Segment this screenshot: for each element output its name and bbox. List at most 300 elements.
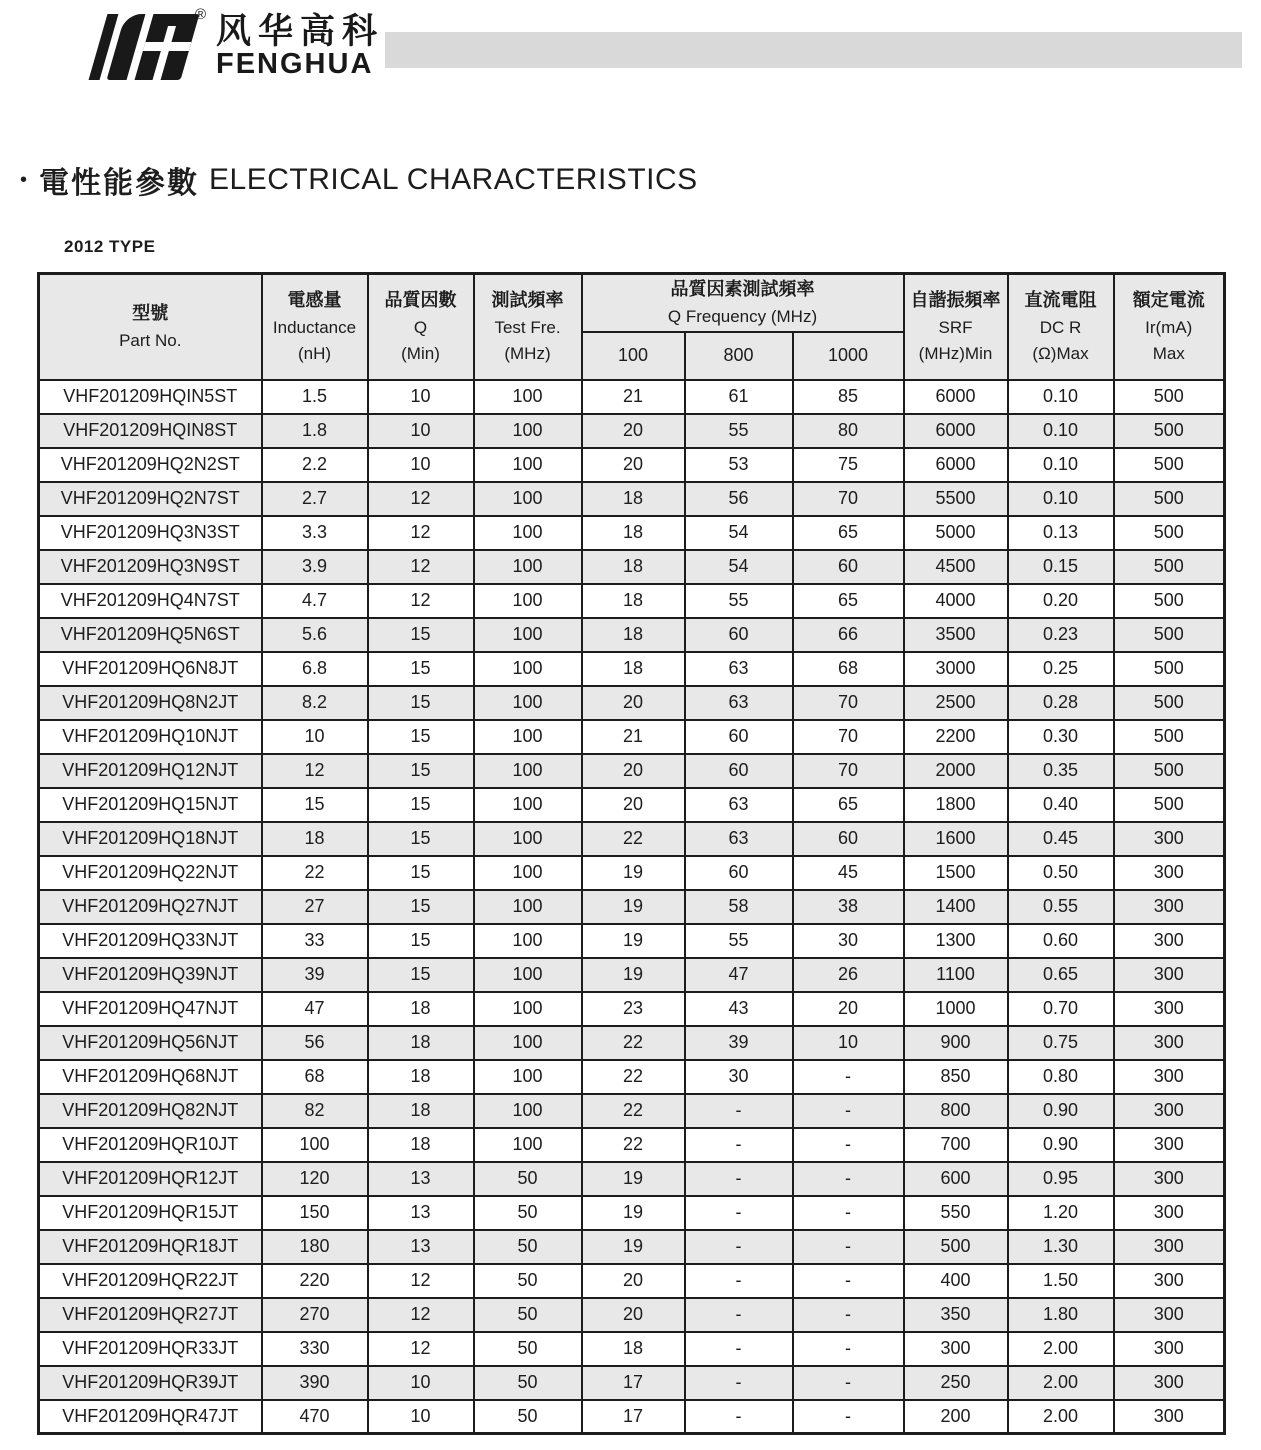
value-cell: 22: [582, 1128, 685, 1162]
value-cell: 20: [582, 1264, 685, 1298]
value-cell: 1.30: [1008, 1230, 1114, 1264]
value-cell: -: [793, 1060, 904, 1094]
value-cell: 100: [474, 686, 582, 720]
value-cell: 65: [793, 788, 904, 822]
value-cell: 1500: [904, 856, 1008, 890]
value-cell: -: [685, 1400, 793, 1434]
value-cell: 38: [793, 890, 904, 924]
value-cell: 18: [582, 618, 685, 652]
table-row: [39, 924, 1225, 958]
table-row: [39, 618, 1225, 652]
value-cell: 6000: [904, 380, 1008, 414]
value-cell: 300: [1114, 1128, 1225, 1162]
value-cell: -: [793, 1400, 904, 1434]
value-cell: 1.5: [262, 380, 368, 414]
value-cell: 70: [793, 720, 904, 754]
value-cell: 82: [262, 1094, 368, 1128]
table-row: [39, 1196, 1225, 1230]
value-cell: 60: [685, 754, 793, 788]
value-cell: 1.20: [1008, 1196, 1114, 1230]
value-cell: 10: [793, 1026, 904, 1060]
value-cell: 8.2: [262, 686, 368, 720]
value-cell: 1300: [904, 924, 1008, 958]
value-cell: 0.75: [1008, 1026, 1114, 1060]
value-cell: 500: [1114, 380, 1225, 414]
value-cell: 0.30: [1008, 720, 1114, 754]
value-cell: 4500: [904, 550, 1008, 584]
table-row: [39, 584, 1225, 618]
value-cell: 55: [685, 924, 793, 958]
value-cell: 300: [1114, 1196, 1225, 1230]
value-cell: 100: [474, 380, 582, 414]
table-row: [39, 448, 1225, 482]
col-header-dcr: 直流電阻 DC R (Ω)Max: [1008, 274, 1114, 380]
value-cell: 66: [793, 618, 904, 652]
value-cell: 70: [793, 754, 904, 788]
value-cell: 0.55: [1008, 890, 1114, 924]
value-cell: 19: [582, 856, 685, 890]
value-cell: 500: [904, 1230, 1008, 1264]
value-cell: 55: [685, 414, 793, 448]
table-row: [39, 482, 1225, 516]
value-cell: -: [685, 1128, 793, 1162]
value-cell: 20: [793, 992, 904, 1026]
table-row: [39, 856, 1225, 890]
value-cell: 0.60: [1008, 924, 1114, 958]
value-cell: 55: [685, 584, 793, 618]
table-row: [39, 1026, 1225, 1060]
value-cell: 15: [368, 924, 474, 958]
table-row: [39, 720, 1225, 754]
value-cell: 50: [474, 1230, 582, 1264]
value-cell: 47: [685, 958, 793, 992]
value-cell: 60: [793, 822, 904, 856]
value-cell: 2.00: [1008, 1366, 1114, 1400]
value-cell: 15: [368, 890, 474, 924]
section-title: [20, 158, 698, 202]
value-cell: 22: [582, 1026, 685, 1060]
value-cell: 500: [1114, 516, 1225, 550]
value-cell: 0.40: [1008, 788, 1114, 822]
value-cell: 0.23: [1008, 618, 1114, 652]
value-cell: -: [685, 1264, 793, 1298]
value-cell: 47: [262, 992, 368, 1026]
col-header-q-frequency: 品質因素測試頻率 Q Frequency (MHz): [582, 274, 904, 332]
value-cell: 5500: [904, 482, 1008, 516]
table-body: [39, 380, 1225, 1434]
value-cell: 19: [582, 890, 685, 924]
table-row: [39, 754, 1225, 788]
value-cell: 15: [368, 652, 474, 686]
value-cell: 390: [262, 1366, 368, 1400]
value-cell: 6000: [904, 448, 1008, 482]
table-row: [39, 1230, 1225, 1264]
value-cell: 100: [474, 890, 582, 924]
value-cell: 21: [582, 720, 685, 754]
part-no-cell: VHF201209HQ56NJT: [39, 1026, 262, 1060]
value-cell: 2500: [904, 686, 1008, 720]
value-cell: 300: [1114, 1264, 1225, 1298]
value-cell: 18: [368, 1060, 474, 1094]
value-cell: 68: [262, 1060, 368, 1094]
table-row: [39, 1264, 1225, 1298]
value-cell: 18: [368, 1094, 474, 1128]
col-header-test-freq: 測試頻率 Test Fre. (MHz): [474, 274, 582, 380]
table-row: [39, 1332, 1225, 1366]
value-cell: 21: [582, 380, 685, 414]
value-cell: 15: [262, 788, 368, 822]
value-cell: 15: [368, 618, 474, 652]
value-cell: 0.28: [1008, 686, 1114, 720]
value-cell: 6000: [904, 414, 1008, 448]
value-cell: 100: [474, 958, 582, 992]
value-cell: 100: [474, 822, 582, 856]
part-no-cell: VHF201209HQ68NJT: [39, 1060, 262, 1094]
part-no-cell: VHF201209HQ2N7ST: [39, 482, 262, 516]
value-cell: 0.25: [1008, 652, 1114, 686]
value-cell: 12: [368, 1298, 474, 1332]
value-cell: 75: [793, 448, 904, 482]
value-cell: -: [793, 1264, 904, 1298]
value-cell: 500: [1114, 550, 1225, 584]
part-no-cell: VHF201209HQ39NJT: [39, 958, 262, 992]
value-cell: 30: [793, 924, 904, 958]
value-cell: 33: [262, 924, 368, 958]
col-header-rated-current: 額定電流 Ir(mA) Max: [1114, 274, 1225, 380]
value-cell: 100: [474, 924, 582, 958]
value-cell: 100: [474, 618, 582, 652]
brand-text: [216, 12, 384, 82]
value-cell: 63: [685, 822, 793, 856]
value-cell: 270: [262, 1298, 368, 1332]
value-cell: 800: [904, 1094, 1008, 1128]
value-cell: 500: [1114, 788, 1225, 822]
value-cell: 13: [368, 1162, 474, 1196]
value-cell: 39: [685, 1026, 793, 1060]
value-cell: 1.80: [1008, 1298, 1114, 1332]
value-cell: 500: [1114, 686, 1225, 720]
value-cell: 0.10: [1008, 448, 1114, 482]
value-cell: 65: [793, 584, 904, 618]
value-cell: 63: [685, 686, 793, 720]
value-cell: 500: [1114, 448, 1225, 482]
value-cell: 100: [474, 448, 582, 482]
value-cell: -: [685, 1332, 793, 1366]
value-cell: 26: [793, 958, 904, 992]
value-cell: 2200: [904, 720, 1008, 754]
value-cell: 10: [368, 448, 474, 482]
value-cell: 0.90: [1008, 1128, 1114, 1162]
value-cell: 300: [1114, 856, 1225, 890]
value-cell: 85: [793, 380, 904, 414]
table-row: [39, 788, 1225, 822]
value-cell: 12: [368, 1332, 474, 1366]
value-cell: 10: [368, 380, 474, 414]
value-cell: 27: [262, 890, 368, 924]
value-cell: 100: [474, 584, 582, 618]
value-cell: 50: [474, 1298, 582, 1332]
value-cell: 0.80: [1008, 1060, 1114, 1094]
value-cell: 300: [1114, 1332, 1225, 1366]
part-no-cell: VHF201209HQ33NJT: [39, 924, 262, 958]
brand-logo: [84, 6, 385, 82]
table-row: [39, 686, 1225, 720]
value-cell: 0.45: [1008, 822, 1114, 856]
part-no-cell: VHF201209HQ8N2JT: [39, 686, 262, 720]
value-cell: 0.10: [1008, 380, 1114, 414]
value-cell: 3000: [904, 652, 1008, 686]
value-cell: 300: [1114, 1230, 1225, 1264]
value-cell: 18: [582, 516, 685, 550]
value-cell: 19: [582, 1196, 685, 1230]
value-cell: 300: [1114, 958, 1225, 992]
value-cell: 1.50: [1008, 1264, 1114, 1298]
value-cell: 100: [474, 1060, 582, 1094]
value-cell: 61: [685, 380, 793, 414]
value-cell: 250: [904, 1366, 1008, 1400]
value-cell: 17: [582, 1366, 685, 1400]
part-no-cell: VHF201209HQR18JT: [39, 1230, 262, 1264]
part-no-cell: VHF201209HQR22JT: [39, 1264, 262, 1298]
value-cell: 68: [793, 652, 904, 686]
table-row: [39, 958, 1225, 992]
table-row: [39, 1162, 1225, 1196]
registered-trademark-icon: ®: [194, 6, 206, 23]
value-cell: 0.20: [1008, 584, 1114, 618]
part-no-cell: VHF201209HQ5N6ST: [39, 618, 262, 652]
value-cell: 100: [262, 1128, 368, 1162]
value-cell: 0.65: [1008, 958, 1114, 992]
value-cell: -: [793, 1128, 904, 1162]
table-row: [39, 1060, 1225, 1094]
part-no-cell: VHF201209HQ82NJT: [39, 1094, 262, 1128]
col-header-part-no: 型號 Part No.: [39, 274, 262, 380]
value-cell: 120: [262, 1162, 368, 1196]
part-no-cell: VHF201209HQ18NJT: [39, 822, 262, 856]
value-cell: 100: [474, 720, 582, 754]
value-cell: 100: [474, 788, 582, 822]
value-cell: 30: [685, 1060, 793, 1094]
value-cell: 2.00: [1008, 1332, 1114, 1366]
value-cell: 15: [368, 822, 474, 856]
value-cell: 470: [262, 1400, 368, 1434]
part-no-cell: VHF201209HQR10JT: [39, 1128, 262, 1162]
value-cell: 22: [582, 822, 685, 856]
value-cell: -: [685, 1366, 793, 1400]
value-cell: 220: [262, 1264, 368, 1298]
value-cell: 3500: [904, 618, 1008, 652]
value-cell: 100: [474, 550, 582, 584]
value-cell: 300: [1114, 1094, 1225, 1128]
value-cell: 3.9: [262, 550, 368, 584]
table-row: [39, 1400, 1225, 1434]
part-no-cell: VHF201209HQR47JT: [39, 1400, 262, 1434]
value-cell: 12: [368, 584, 474, 618]
value-cell: -: [685, 1094, 793, 1128]
bullet-icon: •: [20, 169, 28, 191]
value-cell: 2000: [904, 754, 1008, 788]
value-cell: 500: [1114, 754, 1225, 788]
value-cell: 500: [1114, 720, 1225, 754]
value-cell: 600: [904, 1162, 1008, 1196]
value-cell: 0.15: [1008, 550, 1114, 584]
value-cell: 6.8: [262, 652, 368, 686]
value-cell: 23: [582, 992, 685, 1026]
part-no-cell: VHF201209HQ12NJT: [39, 754, 262, 788]
value-cell: 12: [262, 754, 368, 788]
logo-body: [107, 14, 200, 80]
value-cell: 500: [1114, 618, 1225, 652]
value-cell: 400: [904, 1264, 1008, 1298]
value-cell: 50: [474, 1332, 582, 1366]
part-no-cell: VHF201209HQ4N7ST: [39, 584, 262, 618]
value-cell: 63: [685, 652, 793, 686]
value-cell: 60: [793, 550, 904, 584]
value-cell: 70: [793, 686, 904, 720]
col-header-srf: 自諧振頻率 SRF (MHz)Min: [904, 274, 1008, 380]
value-cell: 4000: [904, 584, 1008, 618]
value-cell: 54: [685, 550, 793, 584]
value-cell: 100: [474, 516, 582, 550]
value-cell: 18: [368, 992, 474, 1026]
value-cell: 19: [582, 1230, 685, 1264]
value-cell: 18: [582, 482, 685, 516]
value-cell: 0.10: [1008, 482, 1114, 516]
value-cell: 0.90: [1008, 1094, 1114, 1128]
brand-name-en: FENGHUA: [216, 48, 374, 80]
value-cell: 12: [368, 1264, 474, 1298]
value-cell: 500: [1114, 584, 1225, 618]
value-cell: 13: [368, 1230, 474, 1264]
value-cell: 330: [262, 1332, 368, 1366]
value-cell: -: [793, 1094, 904, 1128]
value-cell: 10: [368, 1366, 474, 1400]
value-cell: 100: [474, 652, 582, 686]
value-cell: 700: [904, 1128, 1008, 1162]
value-cell: 150: [262, 1196, 368, 1230]
value-cell: 1100: [904, 958, 1008, 992]
part-no-cell: VHF201209HQ10NJT: [39, 720, 262, 754]
value-cell: 50: [474, 1366, 582, 1400]
table-row: [39, 1128, 1225, 1162]
value-cell: 2.2: [262, 448, 368, 482]
table-row: [39, 380, 1225, 414]
part-no-cell: VHF201209HQR12JT: [39, 1162, 262, 1196]
table-row: [39, 890, 1225, 924]
part-no-cell: VHF201209HQR33JT: [39, 1332, 262, 1366]
value-cell: 54: [685, 516, 793, 550]
table-header: [39, 274, 1225, 380]
value-cell: 53: [685, 448, 793, 482]
value-cell: 58: [685, 890, 793, 924]
value-cell: 300: [1114, 1162, 1225, 1196]
table-row: [39, 1094, 1225, 1128]
value-cell: 300: [1114, 1298, 1225, 1332]
value-cell: -: [793, 1230, 904, 1264]
part-no-cell: VHF201209HQ3N9ST: [39, 550, 262, 584]
value-cell: 500: [1114, 414, 1225, 448]
part-no-cell: VHF201209HQ6N8JT: [39, 652, 262, 686]
brand-name-cn: 风华高科: [216, 12, 385, 51]
part-no-cell: VHF201209HQ2N2ST: [39, 448, 262, 482]
value-cell: 900: [904, 1026, 1008, 1060]
value-cell: 18: [262, 822, 368, 856]
value-cell: 15: [368, 856, 474, 890]
value-cell: 0.70: [1008, 992, 1114, 1026]
value-cell: 300: [1114, 924, 1225, 958]
value-cell: 2.7: [262, 482, 368, 516]
value-cell: 18: [582, 550, 685, 584]
value-cell: 18: [368, 1026, 474, 1060]
value-cell: 50: [474, 1196, 582, 1230]
value-cell: 22: [262, 856, 368, 890]
table-row: [39, 1298, 1225, 1332]
value-cell: 50: [474, 1264, 582, 1298]
subcol-header-800: 800: [685, 332, 793, 380]
value-cell: 45: [793, 856, 904, 890]
value-cell: 100: [474, 992, 582, 1026]
value-cell: 20: [582, 448, 685, 482]
value-cell: 15: [368, 788, 474, 822]
table-row: [39, 414, 1225, 448]
section-title-en: ELECTRICAL CHARACTERISTICS: [209, 163, 698, 196]
value-cell: 1000: [904, 992, 1008, 1026]
value-cell: 500: [1114, 652, 1225, 686]
value-cell: -: [685, 1298, 793, 1332]
value-cell: 50: [474, 1400, 582, 1434]
value-cell: -: [685, 1230, 793, 1264]
value-cell: 15: [368, 686, 474, 720]
value-cell: 300: [1114, 822, 1225, 856]
col-header-q-min: 品質因數 Q (Min): [368, 274, 474, 380]
value-cell: 19: [582, 1162, 685, 1196]
value-cell: 300: [904, 1332, 1008, 1366]
value-cell: 10: [368, 414, 474, 448]
value-cell: 22: [582, 1060, 685, 1094]
value-cell: 18: [582, 1332, 685, 1366]
value-cell: 19: [582, 924, 685, 958]
value-cell: -: [793, 1332, 904, 1366]
value-cell: 350: [904, 1298, 1008, 1332]
value-cell: 100: [474, 482, 582, 516]
value-cell: 20: [582, 788, 685, 822]
value-cell: 4.7: [262, 584, 368, 618]
table-row: [39, 516, 1225, 550]
col-header-inductance: 電感量 Inductance (nH): [262, 274, 368, 380]
value-cell: -: [793, 1196, 904, 1230]
fenghua-logo-icon: [84, 6, 206, 82]
value-cell: -: [685, 1162, 793, 1196]
value-cell: 0.95: [1008, 1162, 1114, 1196]
section-title-cn: 電性能參數: [39, 167, 200, 200]
value-cell: 550: [904, 1196, 1008, 1230]
value-cell: 300: [1114, 1026, 1225, 1060]
value-cell: 200: [904, 1400, 1008, 1434]
value-cell: 10: [368, 1400, 474, 1434]
table-row: [39, 550, 1225, 584]
value-cell: 20: [582, 686, 685, 720]
part-no-cell: VHF201209HQ3N3ST: [39, 516, 262, 550]
value-cell: 18: [582, 584, 685, 618]
value-cell: 1600: [904, 822, 1008, 856]
value-cell: 20: [582, 1298, 685, 1332]
value-cell: 100: [474, 1128, 582, 1162]
value-cell: 0.13: [1008, 516, 1114, 550]
value-cell: 56: [685, 482, 793, 516]
part-no-cell: VHF201209HQ27NJT: [39, 890, 262, 924]
value-cell: 56: [262, 1026, 368, 1060]
value-cell: 60: [685, 618, 793, 652]
